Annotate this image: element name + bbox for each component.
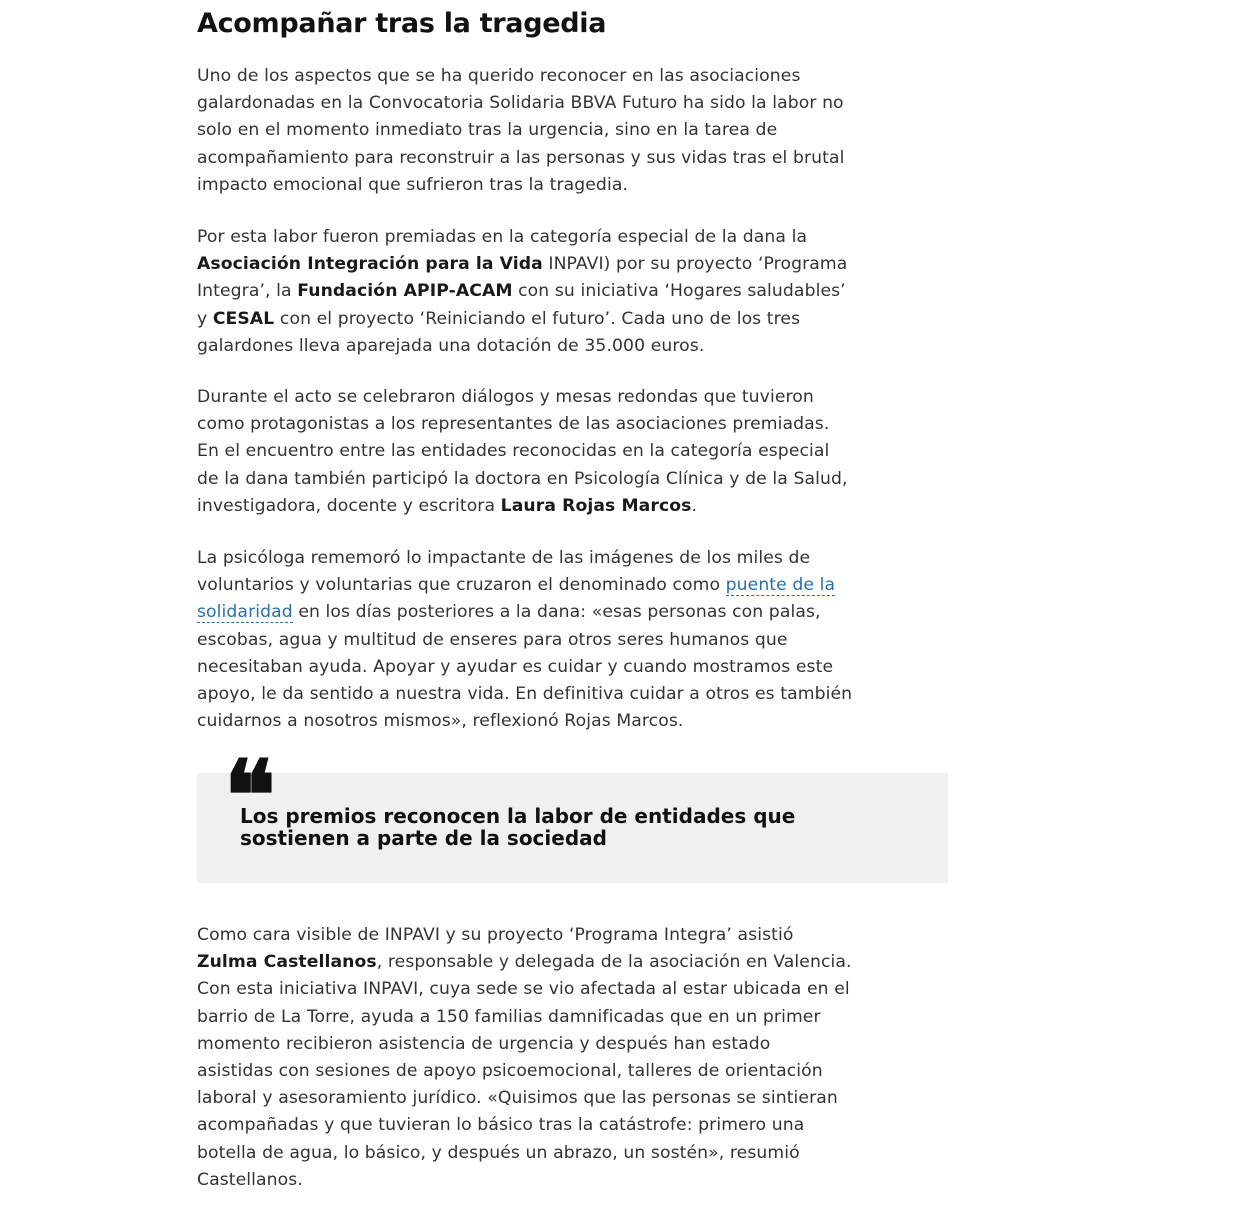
- text-line: Por esta labor fueron premiadas en la categoría especial de la dana la: [197, 227, 808, 247]
- text-line: impacto emocional que sufrieron tras la tragedia.: [197, 174, 629, 195]
- paragraph-psychologist: [197, 545, 957, 735]
- paragraph-inpavi: [197, 922, 957, 1194]
- text-line: Castellanos.: [197, 1169, 303, 1190]
- org-name-apip-acam: Fundación APIP-ACAM: [297, 281, 513, 302]
- text-line: de la dana también participó la doctora en Psicología Clínica y de la Salud,: [197, 468, 848, 489]
- text-line: acompañadas y que tuvieran lo básico tras la catástrofe: primero una: [197, 1115, 805, 1136]
- org-name-cesal: CESAL: [212, 308, 275, 329]
- text-line: acompañamiento para reconstruir a las personas y sus vidas tras el brutal: [197, 147, 845, 168]
- link-puente-solidaridad-cont[interactable]: solidaridad: [197, 602, 293, 623]
- text-line: necesitaban ayuda. Apoyar y ayudar es cuidar y cuando mostramos este: [197, 656, 834, 677]
- text-line: botella de agua, lo básico, y después un abrazo, un sostén», resumió: [197, 1142, 800, 1163]
- text-line: Durante el acto se celebraron diálogos y mesas redondas que tuvieron: [197, 387, 814, 407]
- paragraph-awards: [197, 224, 957, 360]
- text-line: barrio de La Torre, ayuda a 150 familias damnificadas que en un primer: [197, 1006, 821, 1027]
- text-line: Con esta iniciativa INPAVI, cuya sede se vio afectada al estar ubicada en el: [197, 979, 850, 1000]
- link-puente-solidaridad[interactable]: puente de la: [725, 575, 836, 596]
- paragraph-intro: [197, 63, 957, 199]
- text-line: La psicóloga rememoró lo impactante de las imágenes de los miles de: [197, 548, 811, 568]
- quote-line: sostienen a parte de la sociedad: [240, 826, 607, 850]
- text-line: voluntarios y voluntarias que cruzaron el denominado como puente de la: [197, 575, 836, 596]
- text-line: Integra’, la Fundación APIP-ACAM con su iniciativa ‘Hogares saludables’: [197, 281, 846, 302]
- section-heading: Acompañar tras la tragedia: [197, 8, 607, 39]
- quote-line: Los premios reconocen la labor de entidades que: [240, 804, 796, 828]
- text-line: investigadora, docente y escritora Laura Rojas Marcos.: [197, 495, 698, 516]
- text-line: Como cara visible de INPAVI y su proyecto ‘Programa Integra’ asistió: [197, 925, 794, 945]
- text-line: solidaridad en los días posteriores a la dana: «esas personas con palas,: [197, 602, 821, 623]
- text-line: momento recibieron asistencia de urgencia y después han estado: [197, 1033, 771, 1054]
- text-line: asistidas con sesiones de apoyo psicoemocional, talleres de orientación: [197, 1061, 823, 1082]
- quote-mark-icon: ❝: [224, 739, 270, 852]
- org-name-inpavi: Asociación Integración para la Vida: [197, 254, 543, 275]
- text-line: galardonadas en la Convocatoria Solidaria BBVA Futuro ha sido la labor no: [197, 93, 844, 114]
- text-line: laboral y asesoramiento jurídico. «Quisimos que las personas se sintieran: [197, 1088, 838, 1109]
- text-line: galardones lleva aparejada una dotación de 35.000 euros.: [197, 335, 705, 356]
- pull-quote-text: [240, 805, 920, 849]
- text-line: Uno de los aspectos que se ha querido reconocer en las asociaciones: [197, 66, 801, 86]
- text-line: Zulma Castellanos, responsable y delegada de la asociación en Valencia.: [197, 952, 852, 973]
- text-line: como protagonistas a los representantes de las asociaciones premiadas.: [197, 414, 830, 435]
- text-line: En el encuentro entre las entidades reconocidas en la categoría especial: [197, 441, 830, 462]
- text-line: y CESAL con el proyecto ‘Reiniciando el futuro’. Cada uno de los tres: [197, 308, 801, 329]
- text-line: apoyo, le da sentido a nuestra vida. En definitiva cuidar a otros es también: [197, 684, 853, 705]
- text-line: cuidarnos a nosotros mismos», reflexionó Rojas Marcos.: [197, 711, 684, 732]
- text-line: escobas, agua y multitud de enseres para otros seres humanos que: [197, 629, 788, 650]
- person-name-rojas-marcos: Laura Rojas Marcos: [500, 495, 692, 516]
- text-line: Asociación Integración para la Vida INPAVI) por su proyecto ‘Programa: [197, 254, 848, 275]
- person-name-castellanos: Zulma Castellanos: [197, 952, 377, 973]
- text-line: solo en el momento inmediato tras la urgencia, sino en la tarea de: [197, 120, 778, 141]
- paragraph-event: [197, 384, 957, 520]
